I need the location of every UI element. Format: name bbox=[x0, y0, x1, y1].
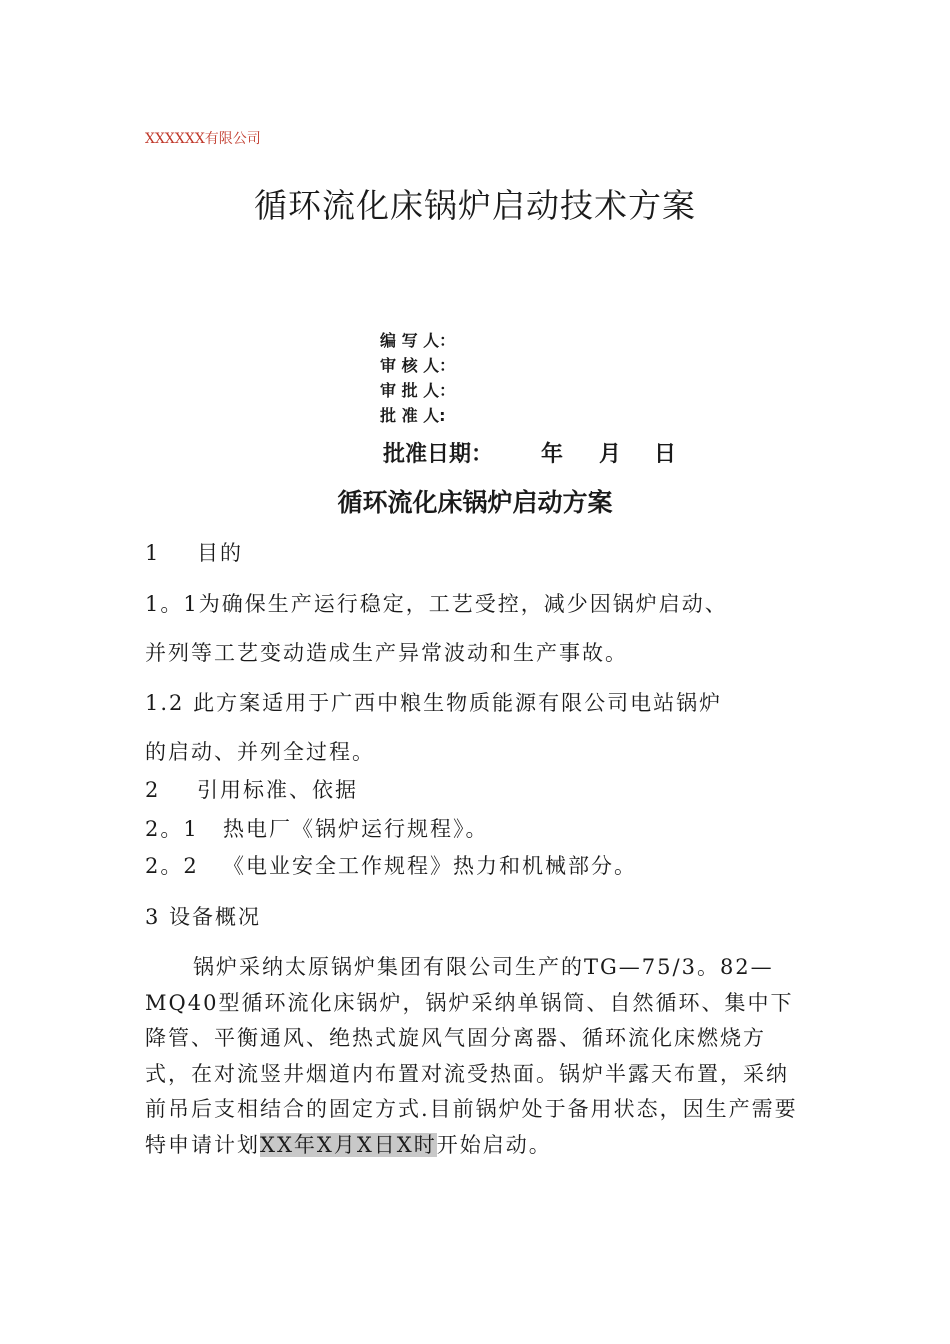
item-number: 2。2 bbox=[145, 854, 199, 878]
body-text: 锅炉采纳太原锅炉集团有限公司生产的TG—75/3。82—MQ40型循环流化床锅炉，锅炉采纳单锅筒、自然循环、集中下降管、平衡通风、绝热式旋风气固分离器、循环流化床燃烧方式，在对流竖井烟道内布置对流受热面。锅炉半露天布置，采纳前吊后支相结合的固定方式.目前锅炉处于备用状态，因生产需要特申请计划 bbox=[145, 955, 798, 1157]
signature-line-examiner bbox=[380, 378, 488, 401]
section-3-heading: 3 设备概况 bbox=[145, 905, 262, 929]
paragraph-1-2-line-2: 的启动、并列全过程。 bbox=[145, 740, 375, 764]
signature-line-approver bbox=[380, 403, 488, 426]
paragraph-1-2-line-1: 1.2 此方案适用于广西中粮生物质能源有限公司电站锅炉 bbox=[145, 691, 723, 715]
section-title: 引用标准、依据 bbox=[197, 778, 358, 802]
signature-line-reviewer bbox=[380, 353, 488, 376]
approve-date-day: 日 bbox=[654, 442, 677, 467]
item-text: 《电业安全工作规程》热力和机械部分。 bbox=[223, 854, 637, 878]
section-number: 1 bbox=[145, 541, 161, 565]
document-title: 循环流化床锅炉启动技术方案 bbox=[254, 186, 696, 225]
paragraph-1-1-line-2: 并列等工艺变动造成生产异常波动和生产事故。 bbox=[145, 641, 628, 665]
paragraph-2-1 bbox=[145, 813, 489, 843]
signature-label: 编 写 人： bbox=[380, 331, 456, 350]
signature-line-writer bbox=[380, 328, 488, 351]
signature-label: 批 准 人: bbox=[380, 406, 446, 425]
highlighted-schedule: XX年X月X日X时 bbox=[260, 1132, 437, 1157]
signature-label: 审 批 人： bbox=[380, 381, 456, 400]
approve-date-label: 批准日期： bbox=[383, 442, 494, 467]
section-2-heading bbox=[145, 774, 358, 804]
section-1-heading bbox=[145, 537, 243, 567]
approve-date-month: 月 bbox=[599, 442, 622, 467]
body-text-end: 开始启动。 bbox=[436, 1132, 552, 1157]
section-title: 目的 bbox=[197, 541, 243, 565]
item-text: 热电厂《锅炉运行规程》。 bbox=[223, 817, 489, 841]
section-3-body bbox=[145, 950, 810, 1163]
approve-date bbox=[383, 437, 676, 468]
paragraph-2-2 bbox=[145, 850, 637, 880]
paragraph-1-1-line-1: 1。1为确保生产运行稳定，工艺受控，减少因锅炉启动、 bbox=[145, 592, 728, 616]
company-name: XXXXXX有限公司 bbox=[145, 131, 261, 147]
signature-label: 审 核 人： bbox=[380, 356, 456, 375]
item-number: 2。1 bbox=[145, 817, 199, 841]
section-number: 2 bbox=[145, 778, 161, 802]
section-main-title: 循环流化床锅炉启动方案 bbox=[337, 488, 613, 517]
approve-date-year: 年 bbox=[541, 442, 564, 467]
